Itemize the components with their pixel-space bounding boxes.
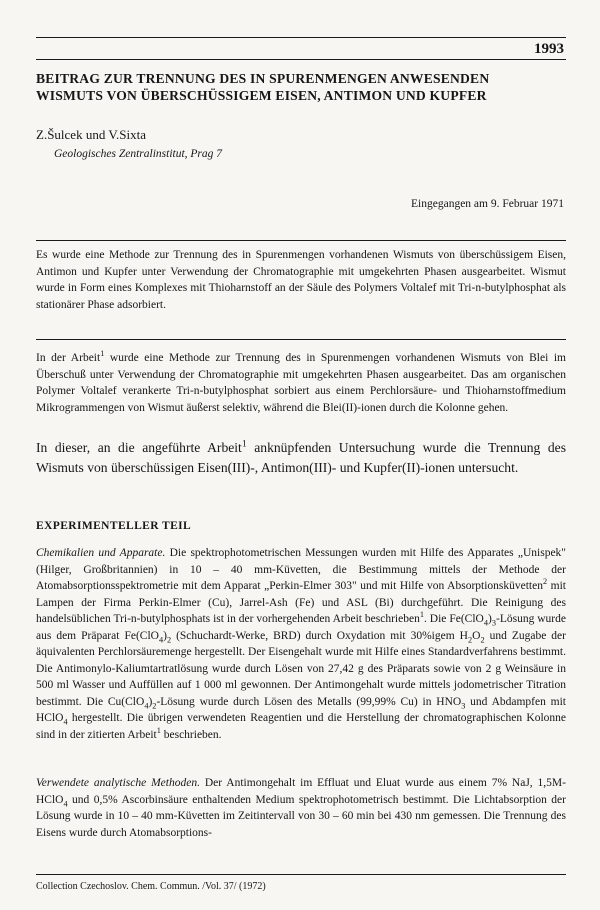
intro2-ref: 1 [241,438,247,450]
intro-paragraph-1 [36,350,566,416]
abstract-top-rule [36,240,566,241]
chem-sub: 4 [63,717,68,727]
chem-sub: 2 [166,634,172,644]
chem-sub: 4 [144,700,149,710]
chem-text: ) [148,695,153,708]
chemicals-paragraph [36,545,566,743]
chem-text: und Abdampfen mit HClO [36,695,566,724]
page-number: 1993 [534,41,564,57]
footer-rule [36,874,566,875]
chem-sub: 3 [491,618,496,628]
chem-sub: 4 [158,634,164,644]
chem-ref: 2 [542,577,548,587]
chem-sub: 2 [480,634,485,644]
methods-sub: 4 [63,798,68,808]
chem-text: ) [488,613,492,625]
intro-paragraph-2 [36,438,566,477]
intro1-text-a: In der Arbeit [36,352,101,364]
chem-text: O [472,629,481,642]
chem-ref: 1 [419,610,424,620]
chem-text: (Schuchardt-Werke, BRD) durch Oxydation mit 30%igem H [171,629,468,642]
intro1-text-b: wurde eine Methode zur Trennung des in Spurenmengen vorhandenen Wismuts von Blei im Überschuß unter Verwendung der Chromatographie mit umgekehrten Phasen ausgearbeitet. Das am organischen Polymer Voltalef verankerte Tri-n-butylphosphat sorbiert aus einem Perchlorsäure- und Thioharnstoffmedium Mikrogrammengen von Wismut äußerst selektiv, während die Blei(II)-ionen durch die Kolonne gehen. [36,352,567,414]
title-line-1: BEITRAG ZUR TRENNUNG DES IN SPURENMENGEN ANWESENDEN [36,71,490,86]
header-rule-lower [36,59,566,60]
chem-text: ) [163,629,167,642]
affiliation: Geologisches Zentralinstitut, Prag 7 [54,148,223,160]
chem-text: und Zugabe der äquivalenten Perchlorsäuremenge hergestellt. Der Eisengehalt wurde mit Hilfe eines Standardverfahrens bestimmt. Die Antimonylo-Kaliumtartratlösung wurde durch Lösen von 27,42 g des Präparats sowie von 2 g Weinsäure in 500 ml Wasser und Auffüllen auf 1 000 ml gewonnen. Der Antimongehalt wurde mittels jodometrischer Titration bestimmt. Die Cu(ClO [36,629,566,708]
intro2-text-a: In dieser, an die angeführte Arbeit [36,440,242,455]
intro1-ref: 1 [100,349,105,359]
intro2-text-b: anknüpfenden Untersuchung wurde die Trennung des Wismuts von überschüssigen Eisen(III)-, Antimon(III)- und Kupfer(II)-ionen untersucht. [36,440,566,475]
chem-ref: 1 [156,725,161,735]
chem-text: hergestellt. Die übrigen verwendeten Reagentien und die Herstellung der chromatographischen Kolonne sind in der zitierten Arbeit [36,712,566,741]
header-rule [36,37,566,38]
abstract-bottom-rule [36,339,566,340]
methods-paragraph [36,775,566,841]
methods-text: und 0,5% Ascorbinsäure enthaltenden Medium spektrophotometrisch bestimmt. Die Lichtabsorption der Lösung wurde in 10 – 40 mm-Küvetten im Zeitintervall von 30 – 60 min bei 430 nm gemessen. Die Trennung des Eisens wurde durch Atomabsorptions- [36,793,566,839]
received-date: Eingegangen am 9. Februar 1971 [411,198,564,210]
chem-text: -Lösung wurde durch Lösen des Metalls (99,99% Cu) in HNO [156,695,462,708]
chem-text: beschrieben. [160,728,222,741]
journal-footer: Collection Czechoslov. Chem. Commun. /Vol. 37/ (1972) [36,881,266,892]
chemicals-heading: Chemikalien und Apparate. [36,547,166,559]
chem-text: . Die Fe(ClO [423,613,484,625]
chem-sub: 2 [152,700,157,710]
chem-text: -Lösung wurde aus dem Präparat Fe(ClO [36,613,566,642]
methods-heading: Verwendete analytische Methoden. [36,777,200,789]
chem-sub: 3 [461,700,466,710]
title-line-2: WISMUTS VON ÜBERSCHÜSSIGEM EISEN, ANTIMON UND KUPFER [36,88,487,103]
chem-text: Die spektrophotometrischen Messungen wurden mit Hilfe des Apparates „Unispek" (Hilger, Großbritannien) in 10 – 40 mm-Küvetten, die Bestimmung mittels der Methode der Atomabsorptionsspektrometrie mit dem Apparat „Perkin-Elmer 303" und mit Hilfe von Absorptionsküvetten [36,547,566,592]
chem-text: mit Lampen der Firma Perkin-Elmer (Cu), Jarrel-Ash (Fe) und ASL (Bi) durchgeführt. Die Reinigung des handelsüblichen Tri-n-butylphosphats ist in der vorhergehenden Arbeit beschrieben [36,580,566,625]
methods-text: Der Antimongehalt im Effluat und Eluat wurde aus einem 7% NaJ, 1,5M-HClO [36,777,566,806]
chem-sub: 4 [483,618,488,628]
article-title [36,70,576,104]
authors: Z.Šulcek und V.Sixta [36,127,147,142]
section-heading: EXPERIMENTELLER TEIL [36,520,192,532]
abstract: Es wurde eine Methode zur Trennung des in Spurenmengen vorhandenen Wismuts von überschüssigem Eisen, Antimon und Kupfer unter Verwendung der Chromatographie mit umgekehrten Phasen ausgearbeitet. Wismut wurde in Form eines Komplexes mit Thioharnstoff an der Säule des Polymers Voltalef mit Tri-n-butylphosphat als stationärer Phase adsorbiert. [36,249,566,311]
chem-sub: 2 [467,634,473,644]
